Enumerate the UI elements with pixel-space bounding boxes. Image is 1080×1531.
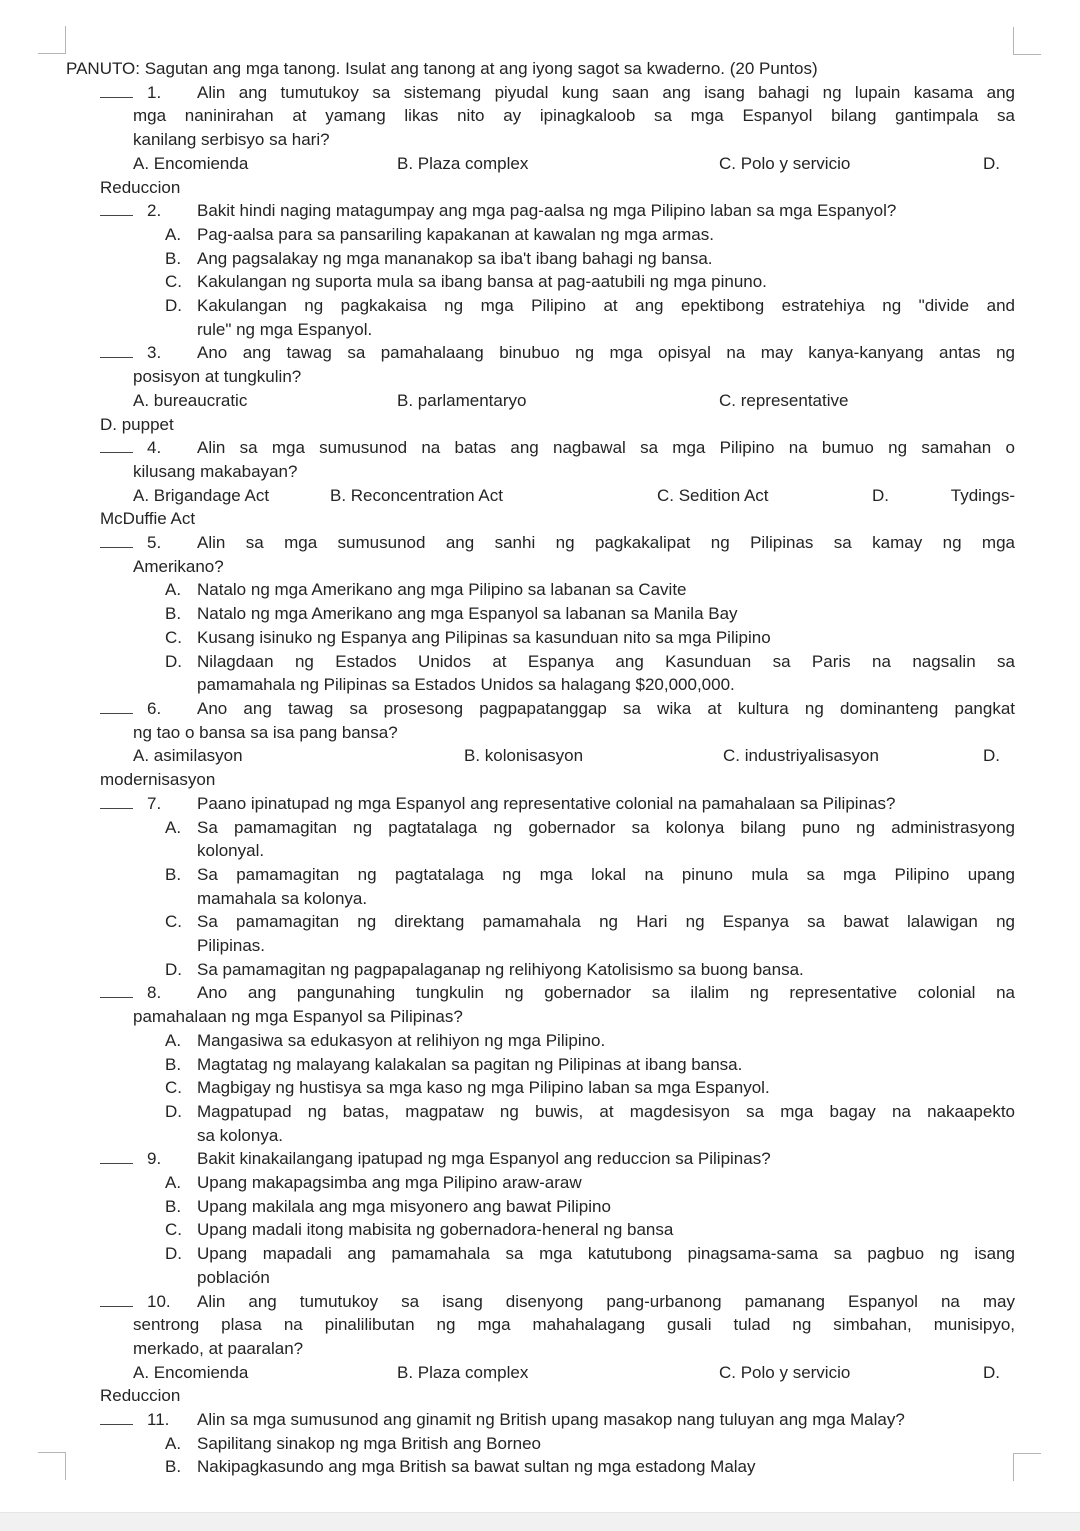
option-item-b	[165, 863, 1015, 910]
option-c: C. representative	[719, 390, 849, 410]
stem-line	[100, 792, 1015, 816]
stem-line: posisyon at tungkulin?	[133, 367, 302, 387]
question-stem	[100, 436, 1015, 483]
option-item-b	[165, 247, 1015, 271]
page-margin-corner-topright	[1013, 27, 1041, 55]
option-a: A. asimilasyon	[133, 746, 243, 766]
option-text: Kusang isinuko ng Espanya ang Pilipinas sa kasunduan nito sa mga Pilipino	[197, 627, 771, 647]
question-9	[100, 1147, 1015, 1289]
option-item-c	[165, 270, 1015, 294]
options-row	[100, 744, 1015, 791]
stem-line	[100, 1408, 1015, 1432]
question-stem	[100, 81, 1015, 152]
option-item-a	[165, 1171, 1015, 1195]
question-8	[100, 981, 1015, 1147]
option-line	[165, 626, 1015, 650]
option-line	[165, 958, 1015, 982]
option-text: Sa pamamagitan ng direktang pamamahala ng Hari ng Espanya sa bawat lalawigan ng	[197, 912, 1015, 932]
answer-blank[interactable]	[100, 82, 133, 98]
stem-line	[100, 436, 1015, 460]
option-letter: C.	[165, 912, 182, 932]
option-line	[165, 602, 1015, 626]
question-stem	[100, 1290, 1015, 1361]
option-d: D. Reduccion	[100, 153, 1000, 197]
option-line	[165, 223, 1015, 247]
option-letter: A.	[165, 817, 182, 837]
question-text: Alin ang tumutukoy sa isang disenyong pang-urbanong pamanang Espanyol na may	[197, 1291, 1015, 1311]
option-letter: A.	[165, 1433, 182, 1453]
stem-line	[100, 981, 1015, 1005]
option-line	[165, 863, 1015, 887]
stem-line: kilusang makabayan?	[133, 461, 298, 481]
options-row	[100, 152, 1015, 199]
option-text: Natalo ng mga Amerikano ang mga Espanyol sa labanan sa Manila Bay	[197, 604, 738, 624]
answer-blank[interactable]	[100, 1291, 133, 1307]
option-item-b	[165, 1053, 1015, 1077]
question-text: Alin sa mga sumusunod ang sanhi ng pagkakalipat ng Pilipinas sa kamay ng mga	[197, 533, 1015, 553]
answer-blank[interactable]	[100, 982, 133, 998]
option-line: kolonyal.	[197, 841, 265, 861]
question-stem	[100, 1408, 1015, 1432]
option-text: Kakulangan ng pagkakaisa ng mga Pilipino at ang epektibong estratehiya ng "divide and	[197, 296, 1015, 316]
option-a: A. Brigandage Act	[133, 485, 270, 505]
question-4	[100, 436, 1015, 531]
question-stem	[100, 697, 1015, 744]
option-d: D. Tydings-McDuffie Act	[100, 485, 1015, 529]
option-letter: A.	[165, 580, 182, 600]
option-c: C. industriyalisasyon	[723, 746, 879, 766]
question-number: 11.	[147, 1410, 170, 1430]
answer-blank[interactable]	[100, 532, 133, 548]
question-6	[100, 697, 1015, 792]
stem-line: sentrong plasa na pinalilibutan ng mga mahahalagang gusali tulad ng simbahan, munisipyo,	[133, 1315, 1015, 1335]
question-5	[100, 531, 1015, 697]
option-line	[165, 650, 1015, 674]
option-line: sa kolonya.	[197, 1125, 283, 1145]
question-text: Alin sa mga sumusunod na batas ang nagbawal sa mga Pilipino na bumuo ng samahan o	[197, 438, 1015, 458]
option-line	[165, 1171, 1015, 1195]
option-line: rule" ng mga Espanyol.	[197, 319, 373, 339]
question-10	[100, 1290, 1015, 1409]
stem-line	[100, 531, 1015, 555]
option-a: A. Encomienda	[133, 153, 249, 173]
option-line	[165, 1100, 1015, 1124]
option-letter: D.	[165, 959, 182, 979]
stem-line	[100, 341, 1015, 365]
option-text: Magtatag ng malayang kalakalan sa pagitan ng Pilipinas at ibang bansa.	[197, 1054, 743, 1074]
question-text: Bakit hindi naging matagumpay ang mga pag-aalsa ng mga Pilipino laban sa mga Espanyol?	[197, 201, 897, 221]
question-2	[100, 199, 1015, 341]
option-item-a	[165, 1029, 1015, 1053]
option-line	[165, 910, 1015, 934]
bottom-bar	[0, 1512, 1080, 1531]
stem-line: pamahalaan ng mga Espanyol sa Pilipinas?	[133, 1007, 463, 1027]
question-stem	[100, 531, 1015, 578]
answer-blank[interactable]	[100, 342, 133, 358]
option-text: Mangasiwa sa edukasyon at relihiyon ng mga Pilipino.	[197, 1030, 606, 1050]
question-text: Bakit kinakailangang ipatupad ng mga Espanyol ang reduccion sa Pilipinas?	[197, 1149, 771, 1169]
question-stem	[100, 981, 1015, 1028]
stem-line	[100, 199, 1015, 223]
option-text: Nilagdaan ng Estados Unidos at Espanya ang Kasunduan sa Paris na nagsalin sa	[197, 651, 1015, 671]
question-number: 5.	[147, 533, 162, 553]
question-text: Ano ang tawag sa prosesong pagpapatanggap sa wika at kultura ng dominanteng pangkat	[197, 698, 1015, 718]
option-text: Upang madali itong mabisita ng gobernadora-heneral ng bansa	[197, 1220, 674, 1240]
option-item-a	[165, 1432, 1015, 1456]
question-number: 9.	[147, 1149, 162, 1169]
option-line	[165, 1195, 1015, 1219]
stem-line: ng tao o bansa sa isa pang bansa?	[133, 722, 398, 742]
question-text: Paano ipinatupad ng mga Espanyol ang representative colonial na pamahalaan sa Pilipinas?	[197, 793, 896, 813]
question-number: 2.	[147, 201, 162, 221]
question-stem	[100, 341, 1015, 388]
option-letter: B.	[165, 864, 182, 884]
option-c: C. Polo y servicio	[719, 153, 851, 173]
question-3	[100, 341, 1015, 436]
stem-line: mga naninirahan at yamang likas nito ay ipinagkaloob sa mga Espanyol bilang gantimpala sa	[133, 106, 1015, 126]
document-content	[66, 57, 1015, 1479]
option-letter: C.	[165, 1078, 182, 1098]
option-letter: B.	[165, 248, 182, 268]
option-item-c	[165, 1076, 1015, 1100]
option-letter: A.	[165, 224, 182, 244]
question-11	[100, 1408, 1015, 1479]
question-stem	[100, 199, 1015, 223]
option-text: Sapilitang sinakop ng mga British ang Borneo	[197, 1433, 541, 1453]
option-line	[165, 1053, 1015, 1077]
option-letter: D.	[165, 1101, 182, 1121]
option-item-d	[165, 650, 1015, 697]
question-text: Ano ang pangunahing tungkulin ng gobernador sa ilalim ng representative colonial na	[197, 983, 1015, 1003]
option-line: mamahala sa kolonya.	[197, 888, 368, 908]
option-line	[165, 1218, 1015, 1242]
page-margin-corner-bottomright	[1013, 1453, 1041, 1481]
question-number: 7.	[147, 793, 162, 813]
option-line	[165, 816, 1015, 840]
question-number: 10.	[147, 1291, 171, 1311]
stem-line	[100, 697, 1015, 721]
option-b: B. Plaza complex	[397, 1362, 529, 1382]
option-b: B. Reconcentration Act	[330, 485, 503, 505]
option-letter: D.	[165, 651, 182, 671]
answer-blank[interactable]	[100, 698, 133, 714]
answer-blank[interactable]	[100, 200, 133, 216]
option-item-a	[165, 578, 1015, 602]
option-text: Upang makapagsimba ang mga Pilipino araw-araw	[197, 1173, 582, 1193]
option-a: A. Encomienda	[133, 1362, 249, 1382]
question-stem	[100, 792, 1015, 816]
option-item-d	[165, 294, 1015, 341]
option-item-c	[165, 626, 1015, 650]
option-line	[165, 1242, 1015, 1266]
option-c: C. Sedition Act	[657, 485, 769, 505]
option-item-b	[165, 1195, 1015, 1219]
option-letter: D.	[165, 296, 182, 316]
option-text: Natalo ng mga Amerikano ang mga Pilipino sa labanan sa Cavite	[197, 580, 687, 600]
option-line	[165, 578, 1015, 602]
question-1	[100, 81, 1015, 200]
option-line: pamamahala ng Pilipinas sa Estados Unidos sa halagang $20,000,000.	[197, 675, 735, 695]
answer-blank[interactable]	[100, 437, 133, 453]
answer-blank[interactable]	[100, 1409, 133, 1425]
option-d: D. Reduccion	[100, 1362, 1000, 1406]
question-number: 4.	[147, 438, 162, 458]
page-margin-corner-bottomleft	[38, 1452, 66, 1480]
page-margin-corner-topleft	[38, 26, 66, 54]
option-item-d	[165, 1100, 1015, 1147]
option-text: Magbigay ng hustisya sa mga kaso ng mga Pilipino laban sa mga Espanyol.	[197, 1078, 770, 1098]
option-item-c	[165, 1218, 1015, 1242]
option-text: Ang pagsalakay ng mga mananakop sa iba't ibang bahagi ng bansa.	[197, 248, 713, 268]
option-text: Sa pamamagitan ng pagpapalaganap ng relihiyong Katolisismo sa buong bansa.	[197, 959, 804, 979]
option-line	[165, 270, 1015, 294]
stem-line	[100, 1147, 1015, 1171]
question-7	[100, 792, 1015, 982]
answer-blank[interactable]	[100, 793, 133, 809]
option-text: Pag-aalsa para sa pansariling kapakanan at kawalan ng mga armas.	[197, 224, 714, 244]
option-text: Upang mapadali ang pamamahala sa mga katutubong pinagsama-sama sa pagbuo ng isang	[197, 1244, 1015, 1264]
options-row	[100, 389, 1015, 436]
question-number: 1.	[147, 82, 162, 102]
option-b: B. Plaza complex	[397, 153, 529, 173]
option-text: Sa pamamagitan ng pagtatalaga ng gobernador sa kolonya bilang puno ng administrasyong	[197, 817, 1015, 837]
option-letter: A.	[165, 1030, 182, 1050]
option-letter: B.	[165, 1457, 182, 1477]
question-text: Alin ang tumutukoy sa sistemang piyudal kung saan ang isang bahagi ng lupain kasama ang	[197, 82, 1015, 102]
option-letter: C.	[165, 1220, 182, 1240]
option-a: A. bureaucratic	[133, 390, 248, 410]
option-item-d	[165, 958, 1015, 982]
stem-line	[100, 1290, 1015, 1314]
question-stem	[100, 1147, 1015, 1171]
option-text: Nakipagkasundo ang mga British sa bawat sultan ng mga estadong Malay	[197, 1457, 756, 1477]
option-b: B. kolonisasyon	[464, 746, 584, 766]
options-row	[100, 1361, 1015, 1408]
question-text: Alin sa mga sumusunod ang ginamit ng British upang masakop nang tuluyan ang mga Malay?	[197, 1410, 905, 1430]
option-b: B. parlamentaryo	[397, 390, 527, 410]
stem-line: merkado, at paaralan?	[133, 1338, 304, 1358]
option-line	[165, 1432, 1015, 1456]
question-number: 6.	[147, 698, 162, 718]
option-line	[165, 1076, 1015, 1100]
option-line	[165, 294, 1015, 318]
option-d: D. modernisasyon	[100, 746, 1000, 790]
option-text: Upang makilala ang mga misyonero ang bawat Pilipino	[197, 1196, 611, 1216]
option-c: C. Polo y servicio	[719, 1362, 851, 1382]
option-letter: D.	[165, 1244, 182, 1264]
option-item-b	[165, 602, 1015, 626]
instruction-line: PANUTO: Sagutan ang mga tanong. Isulat ang tanong at ang iyong sagot sa kwaderno. (20 Puntos)	[66, 59, 818, 78]
option-text: Kakulangan ng suporta mula sa ibang bansa at pag-aatubili ng mga pinuno.	[197, 272, 767, 292]
stem-line: kanilang serbisyo sa hari?	[133, 130, 330, 150]
options-row	[100, 484, 1015, 531]
option-item-a	[165, 223, 1015, 247]
option-letter: A.	[165, 1173, 182, 1193]
option-letter: C.	[165, 627, 182, 647]
stem-line	[100, 81, 1015, 105]
option-line	[165, 1455, 1015, 1479]
option-text: Sa pamamagitan ng pagtatalaga ng mga lokal na pinuno mula sa mga Pilipino upang	[197, 864, 1015, 884]
option-line	[165, 1029, 1015, 1053]
option-item-b	[165, 1455, 1015, 1479]
option-item-c	[165, 910, 1015, 957]
option-line	[165, 247, 1015, 271]
question-number: 3.	[147, 343, 162, 363]
option-letter: B.	[165, 604, 182, 624]
option-letter: C.	[165, 272, 182, 292]
option-letter: B.	[165, 1054, 182, 1074]
option-line: población	[197, 1267, 270, 1287]
option-line: Pilipinas.	[197, 936, 266, 956]
question-text: Ano ang tawag sa pamahalaang binubuo ng mga opisyal na may kanya-kanyang antas ng	[197, 343, 1015, 363]
option-text: Magpatupad ng batas, magpataw ng buwis, at magdesisyon sa mga bagay na nakaapekto	[197, 1101, 1015, 1121]
option-letter: B.	[165, 1196, 182, 1216]
stem-line: Amerikano?	[133, 556, 224, 576]
option-item-d	[165, 1242, 1015, 1289]
question-number: 8.	[147, 983, 162, 1003]
option-d: D. puppet	[100, 414, 174, 434]
option-item-a	[165, 816, 1015, 863]
answer-blank[interactable]	[100, 1148, 133, 1164]
